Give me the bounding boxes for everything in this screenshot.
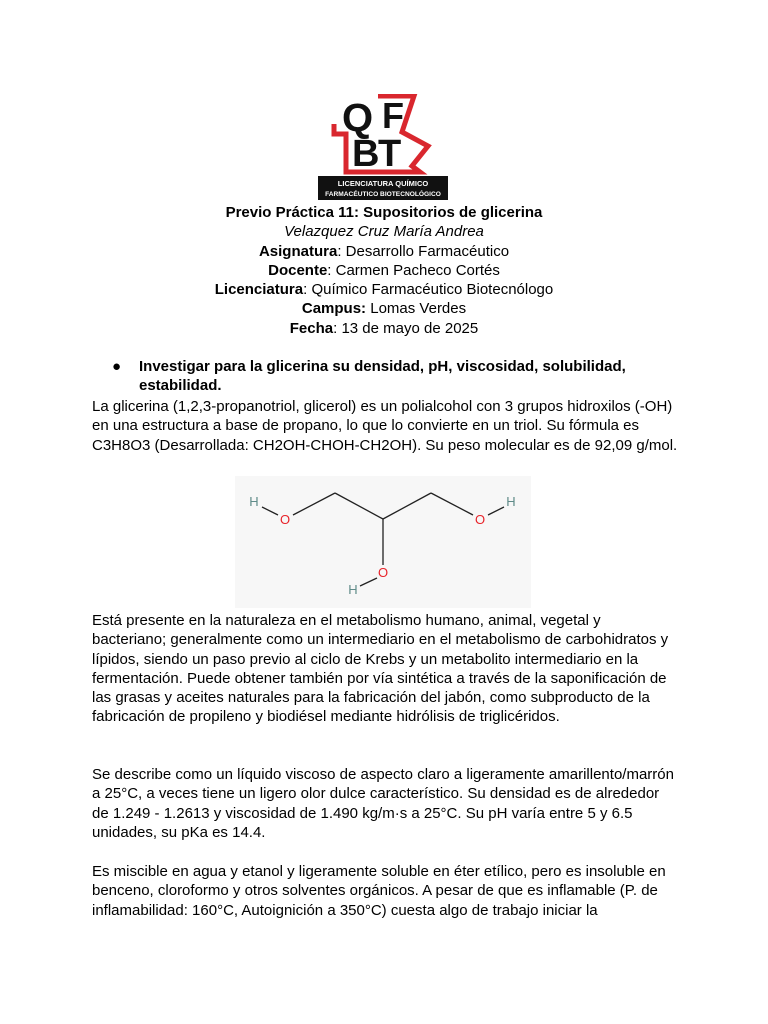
paragraph-1: La glicerina (1,2,3-propanotriol, glicerol) es un polialcohol con 3 grupos hidroxilos (-OH) en una estructura a base de propano, lo que lo convierte en un triol. Su fórmula es C3H8O3 (Desarrollada: CH2OH-CHOH-CH2OH). Su peso molecular es de 92,09 g/mol. (92, 398, 678, 454)
logo-letter-t: T (378, 133, 402, 175)
fecha-line (0, 319, 768, 338)
fecha-label: Fecha (289, 319, 334, 337)
glycerol-structure-image (235, 476, 531, 608)
campus-label: Campus: (301, 300, 367, 318)
atom-o-bottom: O (377, 565, 389, 580)
logo-letter-f: F (382, 95, 404, 136)
docente-line (0, 261, 768, 280)
logo-letter-b: B (352, 133, 380, 175)
asignatura-line (0, 242, 768, 261)
paragraph-4: Es miscible en agua y etanol y ligeramente soluble en éter etílico, pero es insoluble en benceno, cloroformo y otros solventes orgánicos. A pesar de que es inflamable (P. de inflamabilidad: 160°C, Autoignición a 350°C) cuesta algo de trabajo iniciar la (92, 863, 666, 919)
qfbt-logo (316, 94, 450, 200)
campus-line (0, 299, 768, 318)
docente-label: Docente (268, 261, 328, 279)
qfbt-logo-graphic (316, 94, 450, 200)
docente-value: : Carmen Pacheco Cortés (327, 261, 500, 279)
campus-value: Lomas Verdes (366, 300, 467, 318)
asignatura-value: : Desarrollo Farmacéutico (337, 242, 510, 260)
logo-caption-line2: FARMACÉUTICO BIOTECNOLÓGICO (325, 191, 441, 198)
atom-h-right: H (506, 494, 516, 509)
atom-o-left: O (279, 512, 291, 527)
atom-h-left: H (249, 494, 259, 509)
atom-h-bottom: H (348, 582, 358, 597)
bullet-dot-icon: ● (112, 358, 122, 375)
atom-o-right: O (474, 512, 486, 527)
logo-caption-line1: LICENCIATURA QUÍMICO (337, 179, 429, 188)
fecha-value: : 13 de mayo de 2025 (333, 319, 479, 337)
logo-letter-q: Q (342, 96, 374, 140)
bullet-item (112, 357, 672, 396)
licenciatura-value: : Químico Farmacéutico Biotecnólogo (303, 281, 554, 299)
paragraph-2: Está presente en la naturaleza en el metabolismo humano, animal, vegetal y bacteriano; generalmente como un intermediario en el metabolismo de carbohidratos y lípidos, siendo un paso previo al ciclo de Krebs y un metabolito intermediario en la fermentación. Puede obtener también por vía sintética a través de la saponificación de las grasas y aceites naturales para la fabricación del jabón, como subproducto de la fabricación de propileno y biodiésel mediante hidrólisis de triglicéridos. (92, 612, 669, 726)
author-name: Velazquez Cruz María Andrea (284, 223, 484, 241)
licenciatura-label: Licenciatura (214, 281, 304, 299)
document-header (0, 203, 768, 338)
glycerol-structure-graphic (235, 476, 531, 608)
bullet-text: Investigar para la glicerina su densidad, pH, viscosidad, solubilidad, estabilidad. (139, 358, 626, 395)
document-title: Previo Práctica 11: Supositorios de glicerina (225, 204, 543, 221)
paragraph-3: Se describe como un líquido viscoso de aspecto claro a ligeramente amarillento/marrón a 25°C, a veces tiene un ligero olor dulce característico. Su densidad es de alrededor de 1.249 - 1.2613 y viscosidad de 1.490 kg/m·s a 25°C. Su pH varía entre 5 y 6.5 unidades, su pKa es 14.4. (92, 766, 674, 841)
asignatura-label: Asignatura (258, 242, 338, 260)
licenciatura-line (0, 280, 768, 299)
